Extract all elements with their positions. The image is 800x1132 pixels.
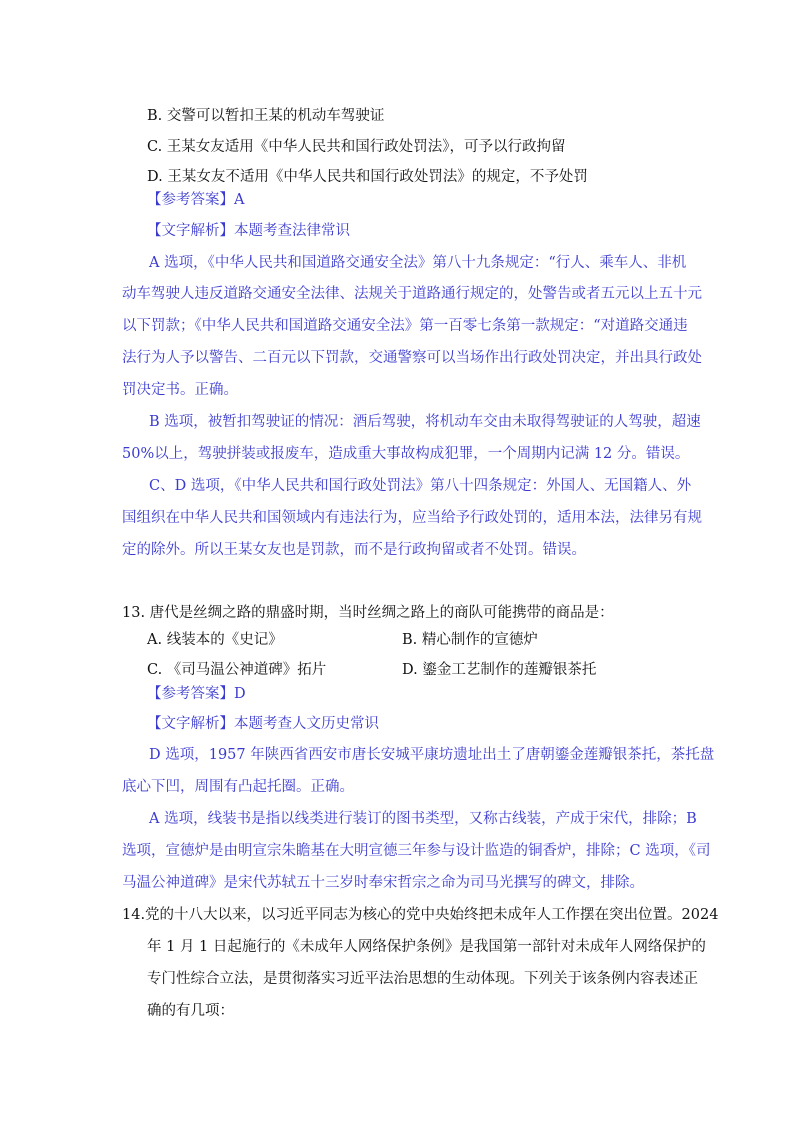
q13-answer: 【参考答案】D <box>147 686 246 702</box>
q14-stem-line-3: 专门性综合立法，是贯彻落实习近平法治思想的生动体现。下列关于该条例内容表述正 <box>147 971 698 987</box>
q13-option-d: D. 鎏金工艺制作的莲瓣银茶托 <box>402 662 597 678</box>
q13-option-b: B. 精心制作的宣德炉 <box>402 632 538 648</box>
q13-analysis-d-line-1: D 选项，1957 年陕西省西安市唐长安城平康坊遗址出土了唐朝鎏金莲瓣银茶托，茶托盘 <box>149 747 715 763</box>
q12-answer: 【参考答案】A <box>147 192 245 208</box>
q12-analysis-cd-line-2: 国组织在中华人民共和国领域内有违法行为，应当给予行政处罚的，适用本法，法律另有规 <box>122 510 702 526</box>
q12-option-b: B. 交警可以暂扣王某的机动车驾驶证 <box>147 108 385 124</box>
q13-analysis-a-line-2: 选项，宣德炉是由明宣宗朱瞻基在大明宣德三年参与设计监造的铜香炉，排除；C 选项，《司 <box>122 843 711 859</box>
q14-stem-line-2: 年 1 月 1 日起施行的《未成年人网络保护条例》是我国第一部针对未成年人网络保护的 <box>147 939 706 955</box>
q13-analysis-title: 【文字解析】本题考查人文历史常识 <box>147 716 379 732</box>
q13-option-a: A. 线装本的《史记》 <box>147 632 283 648</box>
q13-analysis-d-line-2: 底心下凹，周围有凸起托圈。正确。 <box>122 779 354 795</box>
q12-option-c: C. 王某女友适用《中华人民共和国行政处罚法》，可予以行政拘留 <box>147 139 566 155</box>
q13-analysis-a-line-1: A 选项，线装书是指以线类进行装订的图书类型，又称古线装，产成于宋代，排除；B <box>149 811 697 827</box>
q13-stem: 13. 唐代是丝绸之路的鼎盛时期，当时丝绸之路上的商队可能携带的商品是： <box>122 605 614 621</box>
q12-option-d: D. 王某女友不适用《中华人民共和国行政处罚法》的规定，不予处罚 <box>147 169 588 185</box>
q13-analysis-a-line-3: 马温公神道碑》是宋代苏轼五十三岁时奉宋哲宗之命为司马光撰写的碑文，排除。 <box>122 875 644 891</box>
q12-analysis-a-line-3: 以下罚款；《中华人民共和国道路交通安全法》第一百零七条第一款规定：“对道路交通违 <box>122 318 688 334</box>
q12-analysis-b-line-2: 50%以上，驾驶拼装或报废车，造成重大事故构成犯罪，一个周期内记满 12 分。错误。 <box>122 446 690 462</box>
q12-analysis-a-line-4: 法行为人予以警告、二百元以下罚款，交通警察可以当场作出行政处罚决定，并出具行政处 <box>122 350 702 366</box>
q12-analysis-cd-line-3: 定的除外。所以王某女友也是罚款，而不是行政拘留或者不处罚。错误。 <box>122 542 586 558</box>
q14-stem-line-1: 14.党的十八大以来，以习近平同志为核心的党中央始终把未成年人工作摆在突出位置。2024 <box>122 907 719 923</box>
q12-analysis-a-line-2: 动车驾驶人违反道路交通安全法律、法规关于道路通行规定的，处警告或者五元以上五十元 <box>122 286 702 302</box>
q12-analysis-b-line-1: B 选项，被暂扣驾驶证的情况：酒后驾驶，将机动车交由未取得驾驶证的人驾驶，超速 <box>149 414 701 430</box>
q12-analysis-a-line-5: 罚决定书。正确。 <box>122 382 238 398</box>
q14-stem-line-4: 确的有几项： <box>147 1003 234 1019</box>
q13-option-c: C. 《司马温公神道碑》拓片 <box>147 662 327 678</box>
q12-analysis-a-line-1: A 选项，《中华人民共和国道路交通安全法》第八十九条规定：“行人、乘车人、非机 <box>149 255 687 271</box>
q12-analysis-title: 【文字解析】本题考查法律常识 <box>147 223 350 239</box>
q12-analysis-cd-line-1: C、D 选项，《中华人民共和国行政处罚法》第八十四条规定：外国人、无国籍人、外 <box>149 478 692 494</box>
